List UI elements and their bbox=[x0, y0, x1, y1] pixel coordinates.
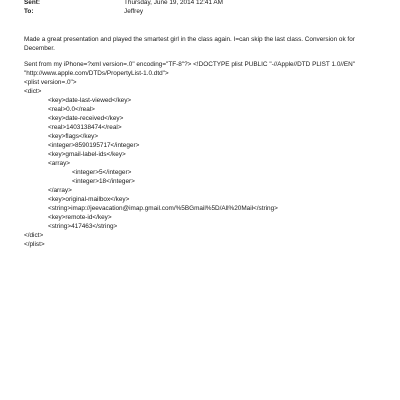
key-gmail-label-ids: <key>gmail-label-ids</key> bbox=[48, 151, 126, 158]
dict-open-tag: <dict> bbox=[24, 88, 42, 95]
key-date-received: <key>date-received</key> bbox=[48, 115, 124, 122]
string-remote-id: <string>417463</string> bbox=[48, 223, 118, 230]
integer-label-5: <integer>5</integer> bbox=[72, 169, 132, 176]
sent-header-row bbox=[24, 0, 223, 6]
plist-close-tag: </plist> bbox=[24, 241, 45, 248]
key-date-last-viewed: <key>date-last-viewed</key> bbox=[48, 97, 132, 104]
signature-line-1: Sent from my iPhone=?xml version=.0" encoding="TF-8"?> <!DOCTYPE plist PUBLIC "-//Apple//DTD PLIST 1.0//EN" bbox=[24, 61, 356, 68]
key-original-mailbox: <key>original-mailbox</key> bbox=[48, 196, 130, 203]
key-flags: <key>flags</key> bbox=[48, 133, 99, 140]
real-date-last-viewed: <real>0.0</real> bbox=[48, 106, 95, 113]
plist-open-tag: <plist version=.0"> bbox=[24, 79, 77, 86]
message-paragraph: Made a great presentation and played the smartest girl in the class again. I=can skip the last class. Conversion ok for December. bbox=[24, 36, 355, 52]
signature-line-2: "http://www.apple.com/DTDs/PropertyList-1.0.dtd"> bbox=[24, 70, 169, 77]
to-value: Jeffrey bbox=[124, 8, 144, 15]
array-open-tag: <array> bbox=[48, 160, 71, 167]
string-original-mailbox: <string>imap://jeevacation@imap.gmail.com/%5BGmail%5D/All%20Mail</string> bbox=[48, 205, 278, 212]
integer-label-18: <integer>18</integer> bbox=[72, 178, 135, 185]
key-remote-id: <key>remote-id</key> bbox=[48, 214, 112, 221]
sent-label: Sent: bbox=[24, 0, 40, 6]
dict-close-tag: </dict> bbox=[24, 232, 44, 239]
to-header-row bbox=[24, 9, 143, 15]
array-close-tag: </array> bbox=[48, 187, 72, 194]
real-date-received: <real>1403138474</real> bbox=[48, 124, 122, 131]
to-label: To: bbox=[24, 8, 34, 15]
integer-flags: <integer>8590195717</integer> bbox=[48, 142, 140, 149]
sent-value: Thursday, June 19, 2014 12:41 AM bbox=[124, 0, 224, 6]
